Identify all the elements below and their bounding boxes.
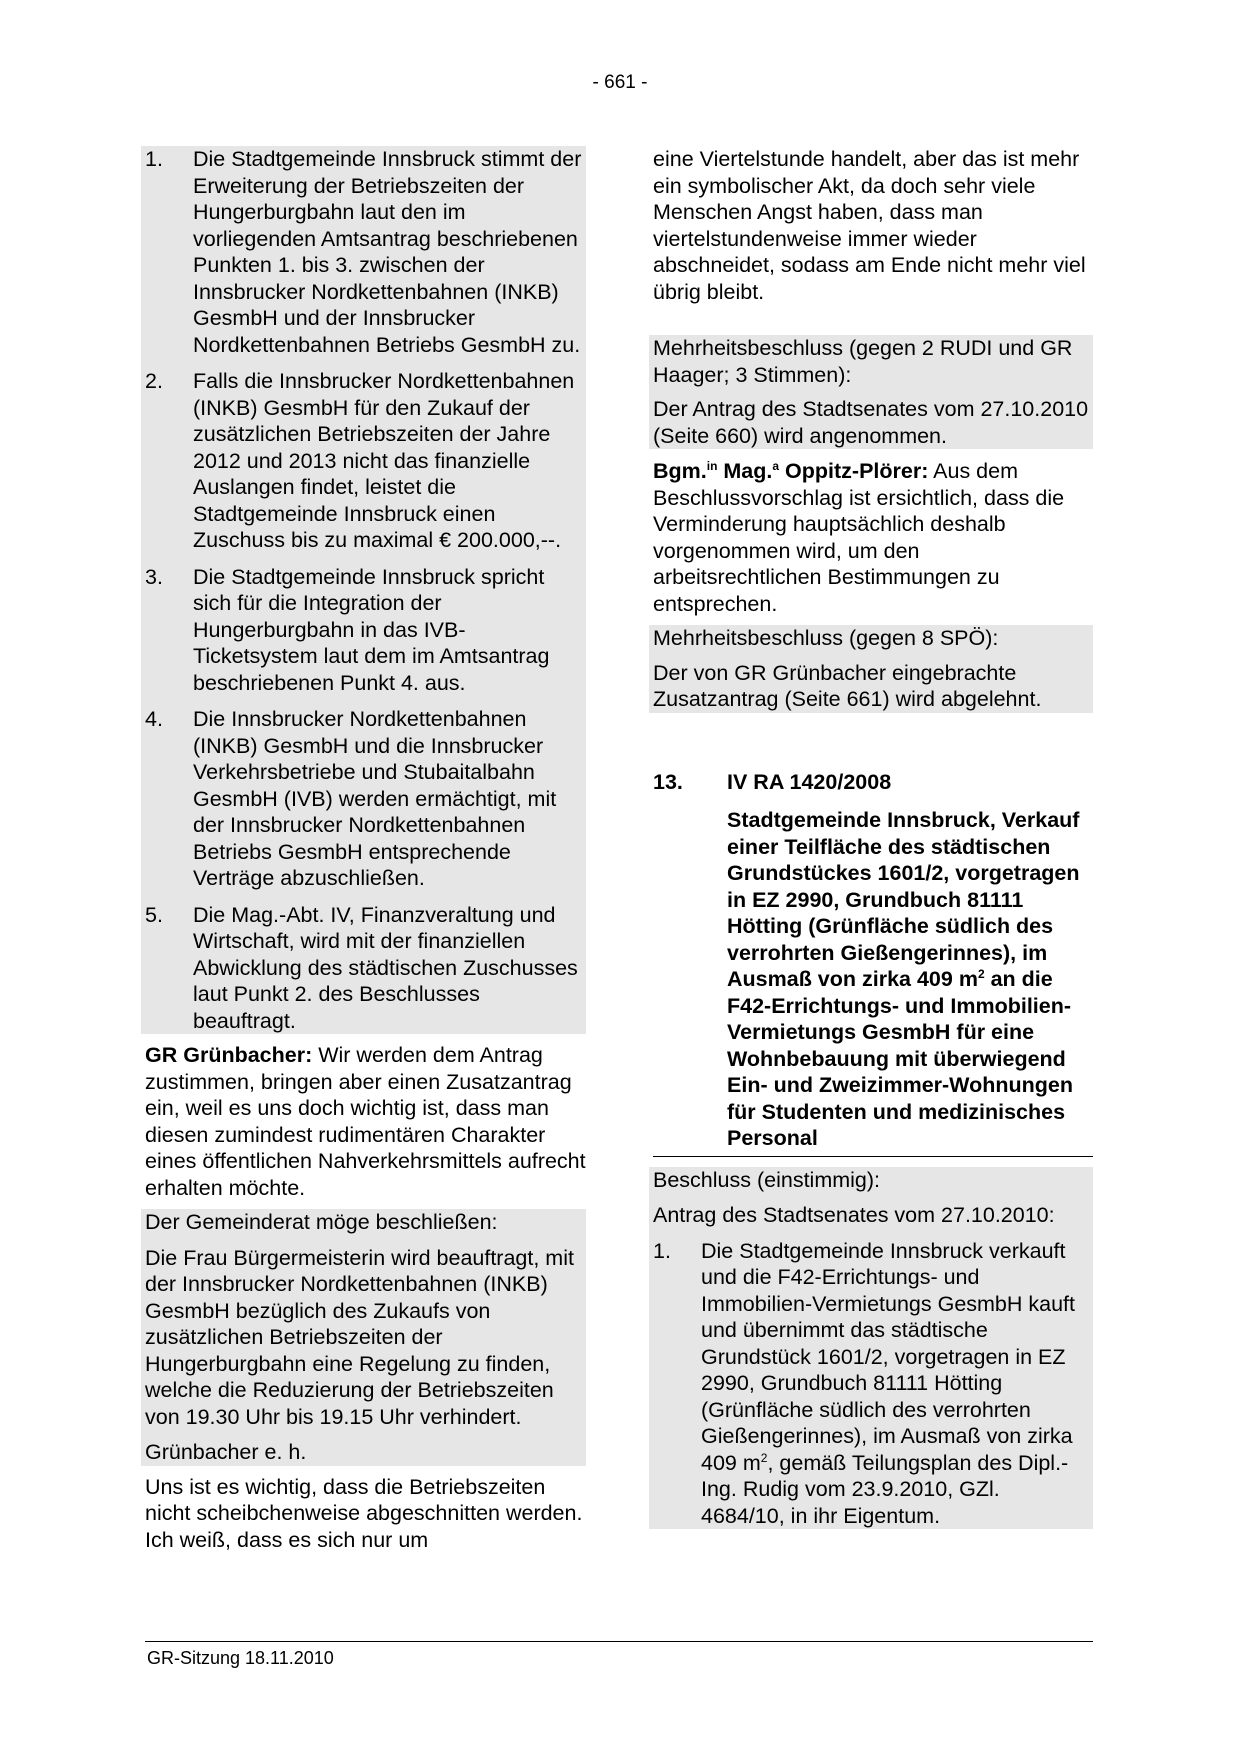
list-item <box>653 1238 1089 1530</box>
list-item <box>145 706 582 892</box>
decision-label: Beschluss (einstimmig): <box>653 1167 880 1192</box>
item-number: 3. <box>145 564 163 589</box>
section-title: Stadtgemeinde Innsbruck, Verkauf einer Teilfläche des städtischen Grundstückes 1601/2, vorgetragen in EZ 2990, Grundbuch 81111 Hötting (Grünfläche südlich des verrohrten Gießengerinnes), im Ausmaß von zirka 409 $m^2$ an die F42-Errichtungs- und Immobilien-Vermietungs GesmbH für eine Wohnbebauung mit überwiegend Ein- und Zweizimmer-Wohnungen für Studenten und medizinisches Personal <box>727 808 1080 1150</box>
motion-intro: Der Gemeinderat möge beschließen: <box>145 1210 498 1234</box>
item-text: Die Stadtgemeinde Innsbruck spricht sich für die Integration der Hungerburgbahn in das IVB-Ticketsystem laut dem im Amtsantrag beschriebenen Punkt 4. aus. <box>193 564 550 695</box>
vote-box <box>649 625 1093 713</box>
item-number: 1. <box>653 1238 671 1263</box>
motion-box <box>141 1209 586 1466</box>
speaker-text: Aus dem Beschlussvorschlag ist ersichtlich, dass die Verminderung hauptsächlich deshalb vorgenommen wird, um den arbeitsrechtlichen Bestimmungen zu entsprechen. <box>653 459 1065 616</box>
item-number: 2. <box>145 369 163 393</box>
footer-divider <box>145 1641 1093 1642</box>
item-number: 5. <box>145 902 163 927</box>
left-column <box>145 146 586 1553</box>
footer-text: GR-Sitzung 18.11.2010 <box>147 1648 334 1668</box>
speaker-paragraph <box>145 1042 586 1201</box>
list-item <box>145 368 582 554</box>
vote-box <box>649 335 1093 449</box>
vote-result: Mehrheitsbeschluss (gegen 2 RUDI und GR Haager; 3 Stimmen): <box>653 336 1073 387</box>
decision-text: Der Antrag des Stadtsenates vom 27.10.2010 (Seite 660) wird angenommen. <box>653 397 1089 448</box>
speaker-name: GR Grünbacher: <box>145 1043 313 1067</box>
motion-signature: Grünbacher e. h. <box>145 1440 307 1464</box>
item-text: Falls die Innsbrucker Nordkettenbahnen (INKB) GesmbH für den Zukauf der zusätzlichen Betriebszeiten der Jahre 2012 und 2013 nicht das finanzielle Auslangen findet, leistet die Stadtgemeinde Innsbruck einen Zuschuss bis zu maximal € 200.000,--. <box>193 369 575 552</box>
list-item <box>145 902 582 1035</box>
section-divider <box>653 1156 1093 1157</box>
vote-result: Mehrheitsbeschluss (gegen 8 SPÖ): <box>653 626 999 650</box>
list-item <box>145 564 582 697</box>
item-number: 4. <box>145 707 163 731</box>
continuation-text: eine Viertelstunde handelt, aber das ist mehr ein symbolischer Akt, da doch sehr viele Menschen Angst haben, dass man viertelstundenweise immer wieder abschneidet, sodass am Ende nicht mehr viel übrig bleibt. <box>653 147 1086 304</box>
item-text: Die Innsbrucker Nordkettenbahnen (INKB) GesmbH und die Innsbrucker Verkehrsbetriebe und Stubaitalbahn GesmbH (IVB) werden ermächtigt, mit der Innsbrucker Nordkettenbahnen Betriebs GesmbH entsprechende Verträge abzuschließen. <box>193 707 557 890</box>
continuation-text: Uns ist es wichtig, dass die Betriebszeiten nicht scheibchenweise abgeschnitten werden. Ich weiß, dass es sich nur um <box>145 1474 583 1552</box>
section-reference: IV RA 1420/2008 <box>727 769 892 794</box>
page-number: - 661 - <box>592 72 648 93</box>
section-number: 13. <box>653 769 683 794</box>
resolution-list <box>141 146 586 1034</box>
decision-box <box>649 1167 1093 1530</box>
item-text: Die Mag.-Abt. IV, Finanzveraltung und Wirtschaft, wird mit der finanziellen Abwicklung des städtischen Zuschusses laut Punkt 2. des Beschlusses beauftragt. <box>193 902 578 1033</box>
speaker-name: Bgm.$^{in}$ Mag.$^a$ Oppitz-Plörer: <box>653 458 929 483</box>
speaker-text: Wir werden dem Antrag zustimmen, bringen aber einen Zusatzantrag ein, weil es uns doch wichtig ist, dass man diesen zumindest rudimentären Charakter eines öffentlichen Nahverkehrsmittels aufrecht erhalten möchte. <box>145 1043 586 1200</box>
speaker-paragraph <box>653 458 1093 617</box>
item-number: 1. <box>145 147 163 171</box>
motion-header: Antrag des Stadtsenates vom 27.10.2010: <box>653 1203 1055 1227</box>
list-item <box>145 146 582 358</box>
item-text: Die Stadtgemeinde Innsbruck stimmt der Erweiterung der Betriebszeiten der Hungerburgbahn laut den im vorliegenden Amtsantrag beschriebenen Punkten 1. bis 3. zwischen der Innsbrucker Nordkettenbahnen (INKB) GesmbH und der Innsbrucker Nordkettenbahnen Betriebs GesmbH zu. <box>193 147 582 357</box>
item-text: Die Stadtgemeinde Innsbruck verkauft und die F42-Errichtungs- und Immobilien-Vermietungs GesmbH kauft und übernimmt das städtische Grundstück 1601/2, vorgetragen in EZ 2990, Grundbuch 81111 Hötting (Grünfläche südlich des verrohrten Gießengerinnes), im Ausmaß von zirka 409 $m^2$, gemäß Teilungsplan des Dipl.-Ing. Rudig vom 23.9.2010, GZl. 4684/10, in ihr Eigentum. <box>701 1238 1076 1528</box>
decision-text: Der von GR Grünbacher eingebrachte Zusatzantrag (Seite 661) wird abgelehnt. <box>653 660 1042 711</box>
section-heading <box>653 769 1093 796</box>
motion-text: Die Frau Bürgermeisterin wird beauftragt, mit der Innsbrucker Nordkettenbahnen (INKB) GesmbH bezüglich des Zukaufs von zusätzlichen Betriebszeiten der Hungerburgbahn eine Regelung zu finden, welche die Reduzierung der Betriebszeiten von 19.30 Uhr bis 19.15 Uhr verhindert. <box>145 1245 574 1429</box>
right-column <box>653 146 1093 1529</box>
